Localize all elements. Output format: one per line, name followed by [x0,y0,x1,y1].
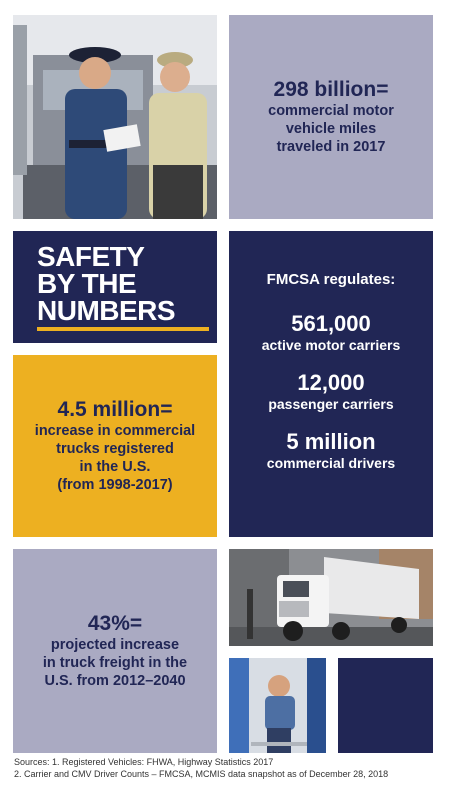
driver-cab-photo [229,658,326,753]
trucks-registered-number: 4.5 million= [57,398,173,421]
truck-freight-line1: projected increase [50,637,180,653]
officer-driver-photo [13,15,217,219]
semi-truck-illustration [229,549,433,646]
vehicle-miles-line3: traveled in 2017 [276,139,386,155]
fmcsa-stat-number: 561,000 [291,311,371,336]
vehicle-miles-number: 298 billion= [273,78,389,101]
safety-title [37,243,175,324]
fmcsa-stat-label: passenger carriers [268,396,394,412]
fmcsa-stat-drivers [267,429,395,472]
vehicle-miles-line2: vehicle miles [285,121,377,137]
truck-freight-number: 43%= [87,612,143,635]
fmcsa-stat-label: commercial drivers [266,455,396,471]
safety-title-tile [13,231,217,343]
trucks-registered-line4: (from 1998-2017) [57,477,173,493]
fmcsa-stat-number: 12,000 [297,370,365,395]
fmcsa-heading: FMCSA regulates: [266,271,396,288]
safety-title-line3: NUMBERS [37,295,176,326]
safety-title-line2: BY THE [37,268,137,299]
sources-line1: Sources: 1. Registered Vehicles: FHWA, Highway Statistics 2017 [14,757,274,767]
trucks-registered-line1: increase in commercial [34,423,196,439]
fmcsa-regulates-tile [229,231,433,537]
semi-truck-photo [229,549,433,646]
truck-freight-line3: U.S. from 2012–2040 [44,673,186,689]
driver-cab-illustration [229,658,326,753]
sources-line2: 2. Carrier and CMV Driver Counts – FMCSA, MCMIS data snapshot as of December 28, 2018 [14,768,389,779]
truck-freight-tile [13,549,217,753]
vehicle-miles-line1: commercial motor [268,103,394,119]
trucks-registered-tile [13,355,217,537]
vehicle-miles-tile [229,15,433,219]
sources-footnote [14,757,444,780]
trucks-registered-line3: in the U.S. [79,459,151,475]
fmcsa-stat-carriers [262,311,401,354]
truck-freight-line2: in truck freight in the [42,655,188,671]
fmcsa-stat-passenger [268,370,393,413]
fmcsa-stat-number: 5 million [286,429,376,454]
officer-driver-illustration [13,15,217,219]
trucks-registered-line2: trucks registered [56,441,174,457]
navy-accent-tile [338,658,433,753]
safety-title-underline [37,327,209,331]
safety-title-line1: SAFETY [37,241,145,272]
fmcsa-stat-label: active motor carriers [261,337,401,353]
